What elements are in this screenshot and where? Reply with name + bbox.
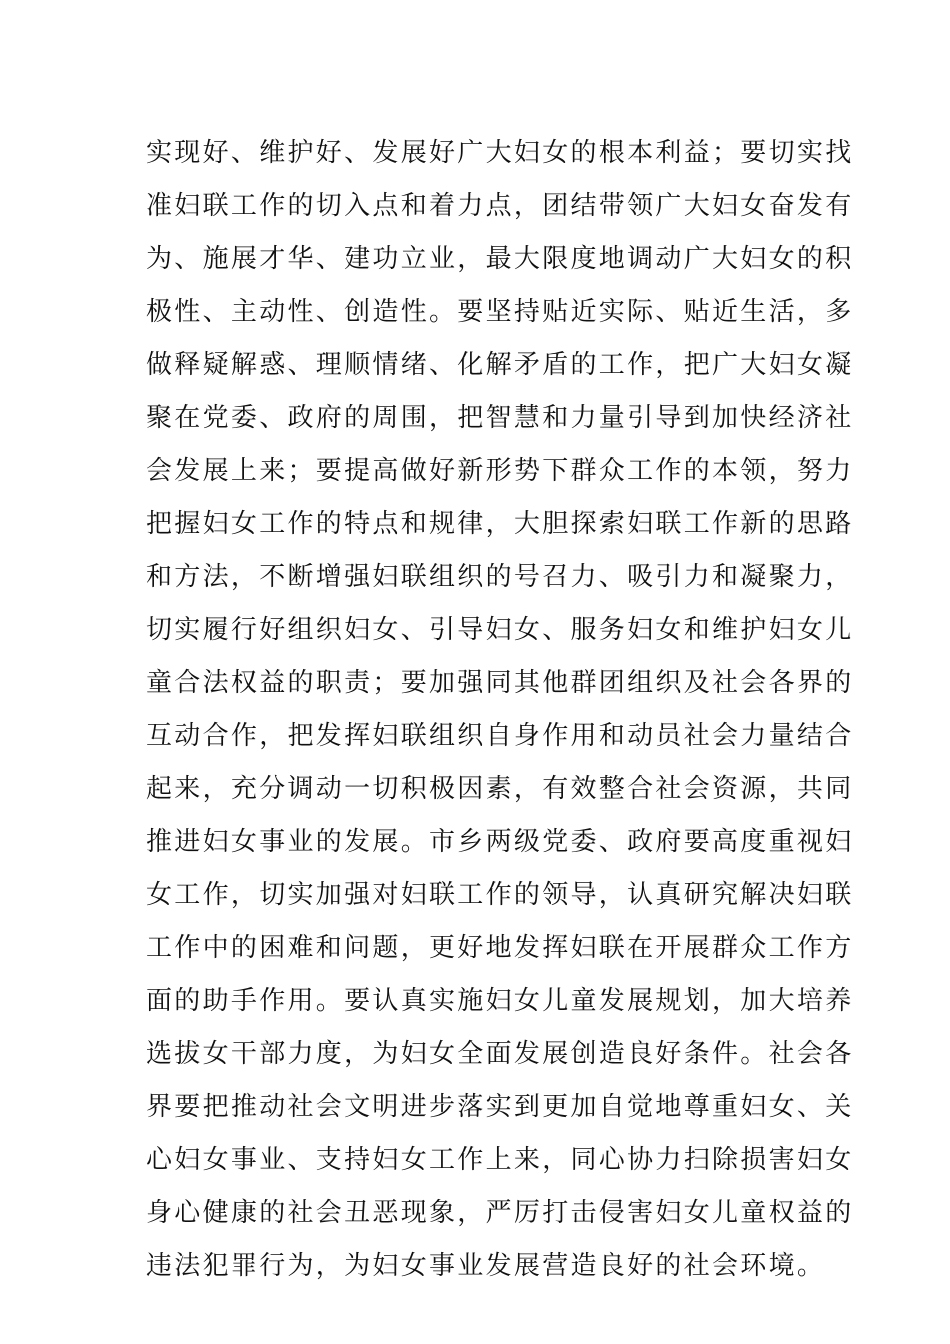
text-line: 会发展上来；要提高做好新形势下群众工作的本领，努力 [146, 456, 854, 486]
text-line: 违法犯罪行为，为妇女事业发展营造良好的社会环境。 [146, 1251, 826, 1281]
text-line: 实现好、维护好、发展好广大妇女的根本利益；要切实找 [146, 138, 854, 168]
text-line: 面的助手作用。要认真实施妇女儿童发展规划，加大培养 [146, 986, 854, 1016]
text-line: 把握妇女工作的特点和规律，大胆探索妇联工作新的思路 [146, 509, 854, 539]
text-line: 女工作，切实加强对妇联工作的领导，认真研究解决妇联 [146, 880, 854, 910]
text-line: 极性、主动性、创造性。要坚持贴近实际、贴近生活，多 [146, 297, 854, 327]
text-line: 童合法权益的职责；要加强同其他群团组织及社会各界的 [146, 668, 854, 698]
body-paragraph [146, 127, 854, 1293]
text-line: 切实履行好组织妇女、引导妇女、服务妇女和维护妇女儿 [146, 615, 854, 645]
text-line: 做释疑解惑、理顺情绪、化解矛盾的工作，把广大妇女凝 [146, 350, 854, 380]
text-line: 界要把推动社会文明进步落实到更加自觉地尊重妇女、关 [146, 1092, 854, 1122]
text-line: 准妇联工作的切入点和着力点，团结带领广大妇女奋发有 [146, 191, 854, 221]
text-line: 工作中的困难和问题，更好地发挥妇联在开展群众工作方 [146, 933, 854, 963]
text-line: 选拔女干部力度，为妇女全面发展创造良好条件。社会各 [146, 1039, 854, 1069]
text-line: 为、施展才华、建功立业，最大限度地调动广大妇女的积 [146, 244, 854, 274]
text-line: 身心健康的社会丑恶现象，严厉打击侵害妇女儿童权益的 [146, 1198, 854, 1228]
text-line: 互动合作，把发挥妇联组织自身作用和动员社会力量结合 [146, 721, 854, 751]
text-line: 和方法，不断增强妇联组织的号召力、吸引力和凝聚力， [146, 562, 854, 592]
text-line: 起来，充分调动一切积极因素，有效整合社会资源，共同 [146, 774, 854, 804]
text-line: 聚在党委、政府的周围，把智慧和力量引导到加快经济社 [146, 403, 854, 433]
text-line: 心妇女事业、支持妇女工作上来，同心协力扫除损害妇女 [146, 1145, 854, 1175]
text-line: 推进妇女事业的发展。市乡两级党委、政府要高度重视妇 [146, 827, 854, 857]
